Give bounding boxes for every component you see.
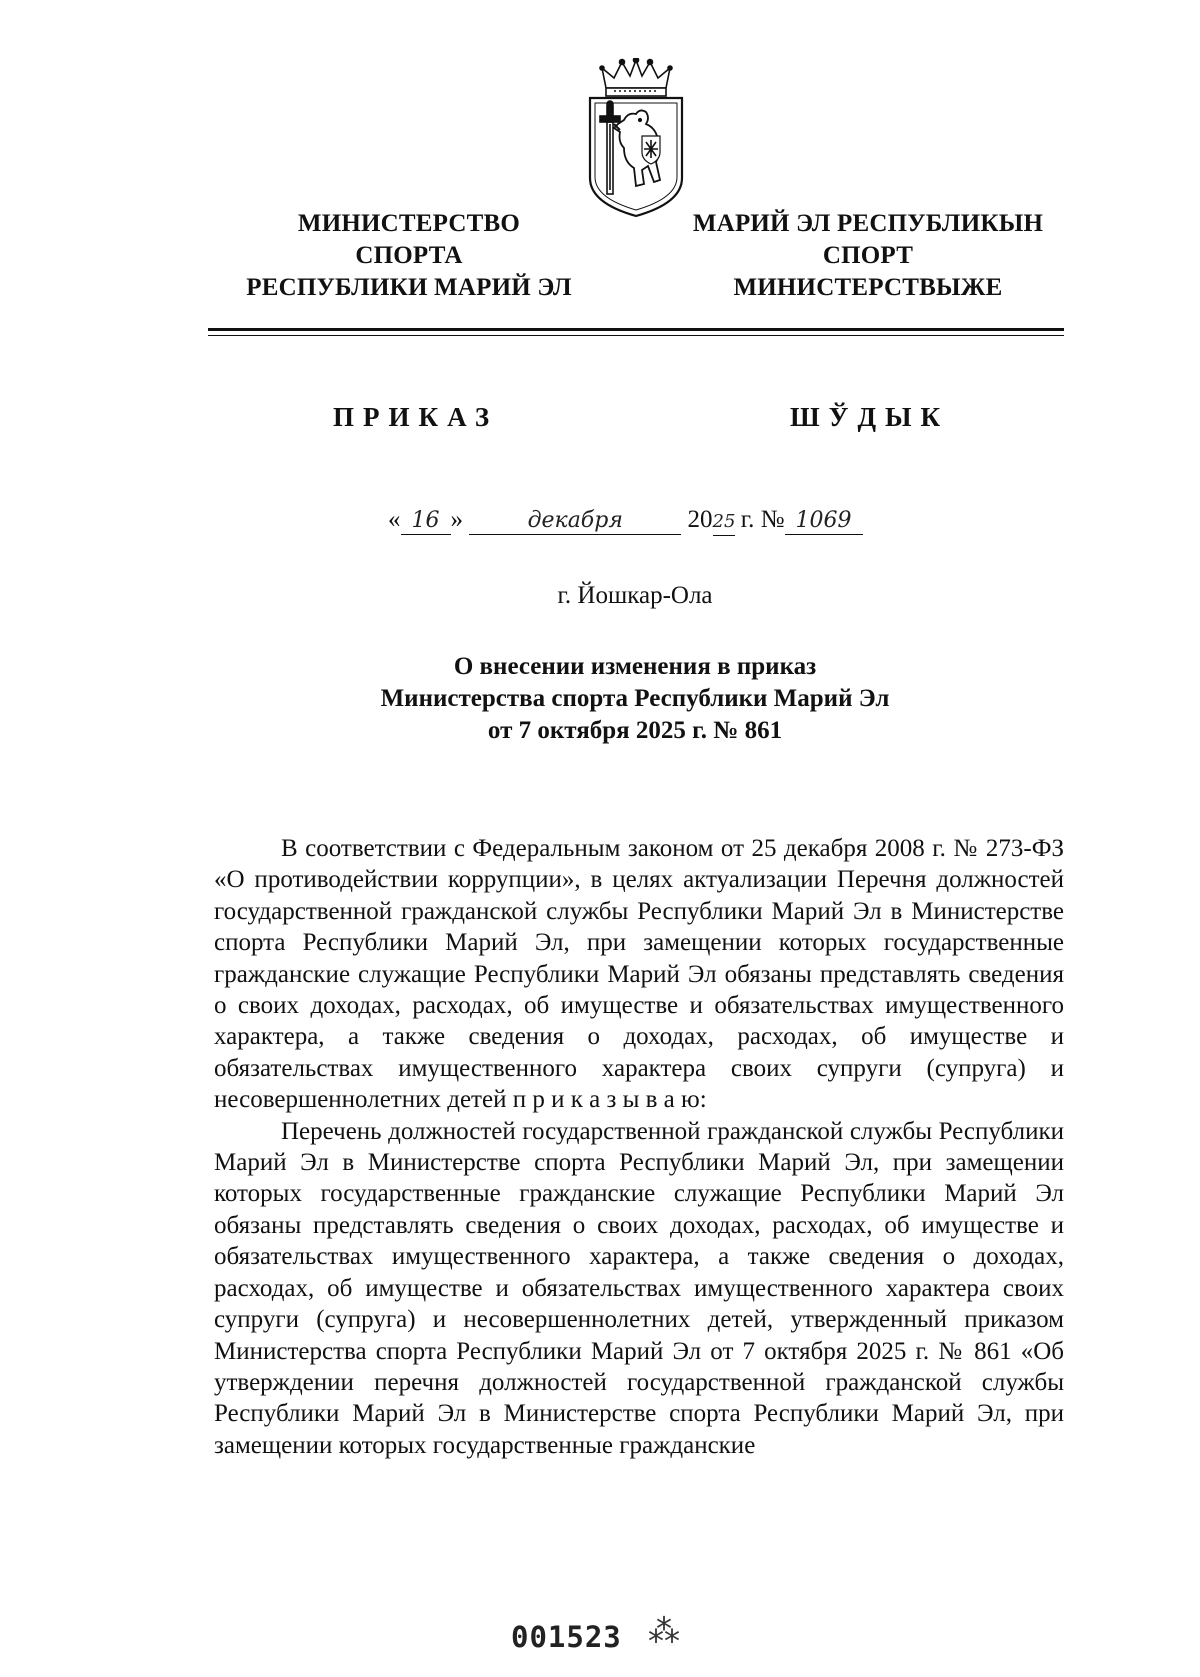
header-divider — [208, 328, 1064, 331]
document-title-line: О внесении изменения в приказ — [453, 653, 817, 680]
document-title-line: Министерства спорта Республики Марий Эл — [380, 685, 890, 712]
serial-number: 001523 — [511, 1620, 622, 1654]
ministry-name-line: СПОРТ — [822, 242, 914, 269]
coat-of-arms-icon — [584, 58, 688, 218]
order-number: 1069 — [785, 508, 863, 535]
order-title-mari: ШЎДЫК — [790, 402, 950, 432]
ministry-name-line: СПОРТА — [355, 242, 463, 269]
body-paragraph: В соответствии с Федеральным законом от 25 декабря 2008 г. № 273-ФЗ «О противодействии коррупции», в целях актуализации Перечня должностей государственной гражданской службы Республики Марий Эл в Министерстве спорта Республики Марий Эл, при замещении которых государственные гражданские служащие Республики Марий Эл обязаны представлять сведения о своих доходах, расходах, об имуществе и обязательствах имущественного характера, а также сведения о доходах, расходах, об имуществе и обязательствах имущественного характера своих супруги (супруга) и несовершеннолетних детей п р и к а з ы в а ю: — [214, 835, 1064, 1114]
ministry-name-line: МИНИСТЕРСТВО — [297, 210, 521, 237]
date-month: декабря — [469, 508, 681, 535]
serial-mark-icon: ⁂ — [648, 1612, 680, 1650]
document-title — [0, 651, 1200, 747]
header-divider-thin — [208, 335, 1064, 336]
date-year-suffix: 25 — [713, 509, 735, 536]
ministry-name-line: РЕСПУБЛИКИ МАРИЙ ЭЛ — [246, 274, 572, 301]
date-year-unit: г. № — [740, 506, 785, 533]
date-year-prefix: 20 — [687, 506, 713, 533]
ministry-name-mari — [668, 208, 1068, 304]
ministry-name-line: МАРИЙ ЭЛ РЕСПУБЛИКЫН — [692, 210, 1044, 237]
order-date-line — [388, 506, 863, 536]
ministry-name-line: МИНИСТЕРСТВЫЖЕ — [733, 274, 1003, 301]
date-open-quote: « — [388, 506, 401, 533]
date-close-quote: » — [450, 506, 463, 533]
body-paragraph: Перечень должностей государственной гражданской службы Республики Марий Эл в Министерстве спорта Республики Марий Эл, при замещении которых государственные гражданские служащие Республики Марий Эл обязаны представлять сведения о своих доходах, расходах, об имуществе и обязательствах имущественного характера, а также сведения о доходах, расходах, об имуществе и обязательствах имущественного характера своих супруги (супруга) и несовершеннолетних детей, утвержденный приказом Министерства спорта Республики Марий Эл от 7 октября 2025 г. № 861 «Об утверждении перечня должностей государственной гражданской службы Республики Марий Эл в Министерстве спорта Республики Марий Эл, при замещении которых государственные гражданские — [214, 1117, 1064, 1459]
document-body — [214, 833, 1064, 1461]
ministry-name-russian — [220, 208, 598, 304]
city-name: г. Йошкар-Ола — [557, 582, 713, 609]
document-title-line: от 7 октября 2025 г. № 861 — [487, 717, 783, 744]
order-title-russian: ПРИКАЗ — [333, 402, 499, 432]
date-day: 16 — [401, 508, 451, 535]
